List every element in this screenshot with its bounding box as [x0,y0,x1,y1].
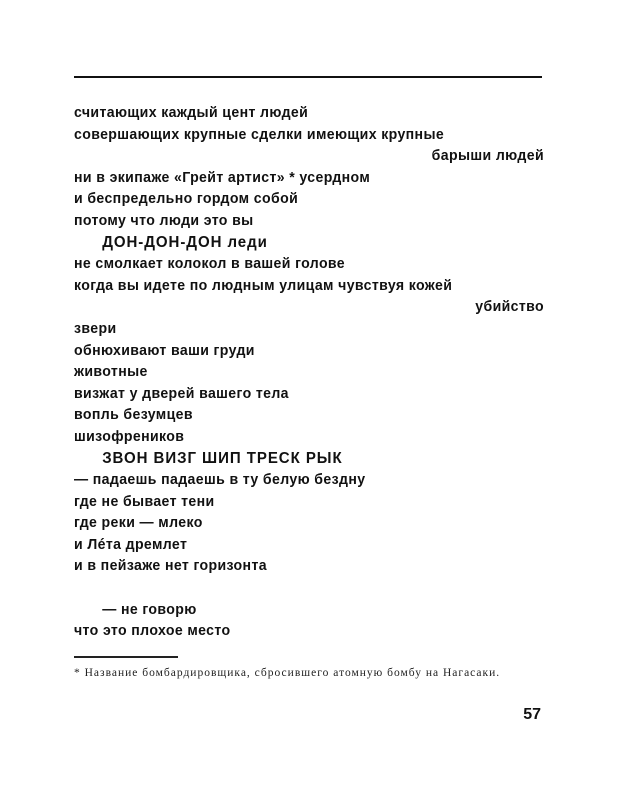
poem-line: визжат у дверей вашего тела [74,384,289,402]
poem-line: — не говорю [102,600,197,618]
poem-text [74,102,544,642]
poem-line: убийство [475,298,544,316]
poem-line: вопль безумцев [74,406,193,424]
poem-line: и в пейзаже нет горизонта [74,557,267,575]
poem-line: и Лéта дремлет [74,535,188,553]
poem-line: ни в экипаже «Грейт артист» * усердном [74,168,371,186]
poem-line: совершающих крупные сделки имеющих крупные [74,125,445,143]
poem-line: шизофреников [74,427,185,445]
poem-line: барыши людей [431,147,544,165]
page-number: 57 [523,706,541,723]
poem-line: не смолкает колокол в вашей голове [74,255,346,273]
footnote: * Название бомбардировщика, сбросившего атомную бомбу на Нагасаки. [74,667,501,679]
poem-line: что это плохое место [74,622,231,640]
poem-line: звери [74,319,117,337]
poem-line: когда вы идете по людным улицам чувствуя кожей [74,276,453,294]
poem-line: где реки — млеко [74,514,203,532]
poem-line: — падаешь падаешь в ту белую бездну [74,471,366,489]
poem-line: животные [74,363,148,381]
poem-line: где не бывает тени [74,492,215,510]
poem-line: обнюхивают ваши груди [74,341,255,359]
poem-line: потому что люди это вы [74,211,254,229]
poem-line: считающих каждый цент людей [74,104,309,121]
poem-line: и беспредельно гордом собой [74,190,299,208]
footnote-rule [74,656,178,658]
top-rule [74,76,542,78]
poem-line: ДОН-ДОН-ДОН леди [102,233,268,251]
poem-line: ЗВОН ВИЗГ ШИП ТРЕСК РЫК [102,449,343,467]
stanza-gap [74,577,516,599]
